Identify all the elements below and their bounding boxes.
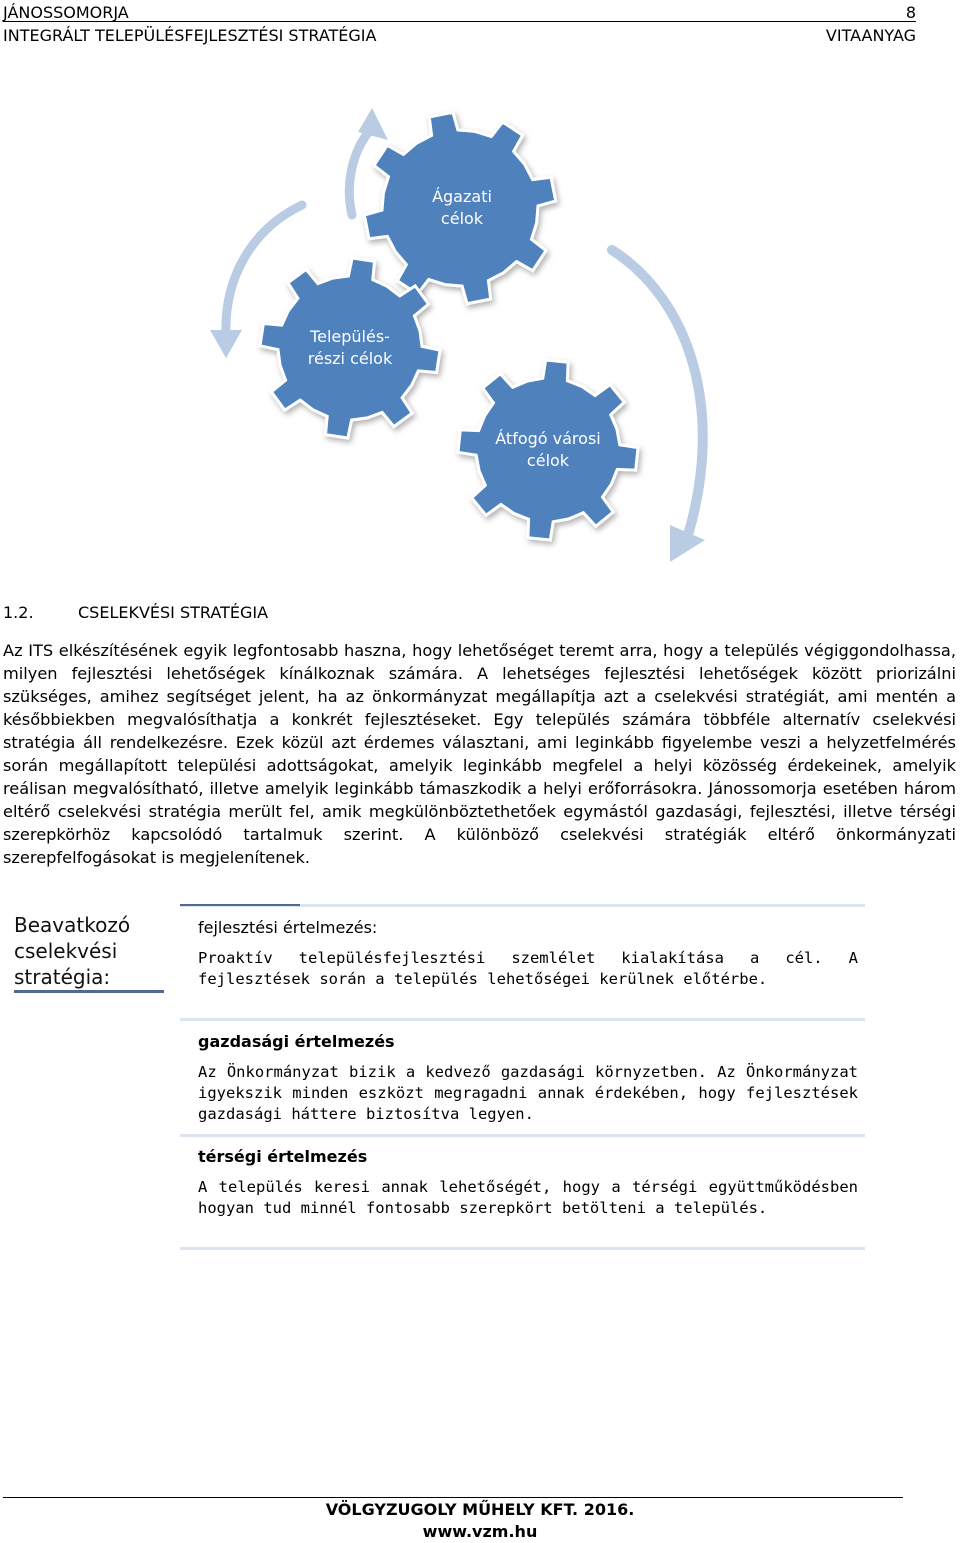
strategy-item-heading: fejlesztési értelmezés: — [198, 918, 378, 937]
footer-divider — [3, 1497, 903, 1498]
cycle-arrow-right — [612, 250, 703, 535]
gear-label-district-goals: Település- részi célok — [307, 327, 393, 368]
cycle-arrow-left-head — [210, 330, 242, 358]
strategy-item-heading: gazdasági értelmezés — [198, 1032, 395, 1051]
strategy-top-rule-accent — [180, 904, 300, 906]
body-paragraph-part-2: Egy település számára többféle alternatív cselekvési stratégia áll rendelkezésre. Ezek közül azt érdemes választani, ami leginkább figyelembe veszi a helyzetfelmérés során megállapított települési adottságokat, amelyik leginkább megfelel a helyi közösség érdekeinek, amelyik reálisan megvalósítható, illetve amelyik leginkább támaszkodik a helyi erőforrásokra. Jánossomorja esetében három eltérő cselekvési stratégia merült fel, amik megkülönböztethetőek egymástól gazdasági, fejlesztési, illetve térségi szerepkörhöz kapcsolódó tartalmuk szerint. A különböző cselekvési stratégiák eltérő önkormányzati szerepfelfogásokat is megjelenítenek. — [3, 710, 956, 867]
strategy-item-regional — [198, 1146, 858, 1219]
section-heading — [3, 603, 268, 622]
strategy-divider-1 — [180, 1018, 865, 1021]
strategy-item-economic — [198, 1031, 858, 1125]
header-municipality: JÁNOSSOMORJA — [3, 3, 129, 22]
footer-company: VÖLGYZUGOLY MŰHELY KFT. 2016. — [325, 1500, 635, 1519]
section-number: 1.2. — [3, 603, 34, 622]
strategy-item-text: Az Önkormányzat bizik a kedvező gazdasági környzetben. Az Önkormányzat igyekszik minden eszközt megragadni annak érdekében, hogy fejlesztések gazdasági háttere biztosítva legyen. — [198, 1063, 858, 1123]
page-number: 8 — [905, 3, 916, 22]
gear-diagram — [0, 0, 960, 600]
footer-url: www.vzm.hu — [422, 1522, 538, 1541]
strategy-bottom-rule — [180, 1247, 865, 1250]
gear-diagram-svg — [0, 0, 960, 600]
header-document-title: INTEGRÁLT TELEPÜLÉSFEJLESZTÉSI STRATÉGIA — [3, 26, 377, 45]
gear-label-overarching-goals: Átfogó városi célok — [495, 429, 601, 470]
header-draft-label: VITAANYAG — [825, 26, 916, 45]
gear-label-sector-goals: Ágazati célok — [432, 187, 492, 228]
strategy-divider-2 — [180, 1134, 865, 1137]
strategy-side-title: Beavatkozó cselekvési stratégia: — [14, 913, 131, 989]
section-title: CSELEKVÉSI STRATÉGIA — [78, 603, 269, 622]
strategy-item-development — [198, 917, 858, 990]
cycle-arrow-top — [349, 128, 372, 215]
body-paragraph — [3, 639, 956, 869]
strategy-item-text: Proaktív településfejlesztési szemlélet kialakítása a cél. A fejlesztések során a település lehetőségei kerülnek előtérbe. — [198, 949, 858, 988]
strategy-item-heading: térségi értelmezés — [198, 1147, 368, 1166]
strategy-item-text: A település keresi annak lehetőségét, hogy a térségi együttműködésben hogyan tud minnél fontosabb szerepkört betölteni a település. — [198, 1178, 858, 1217]
side-title-underline — [14, 990, 164, 993]
body-paragraph-part-1: Az ITS elkészítésének egyik legfontosabb haszna, hogy lehetőséget teremt arra, hogy a település végiggondolhassa, milyen fejlesztési lehetőségek kínálkoznak számára. A lehetséges fejlesztési lehetőségek között priorizálni szükséges, amihez segítséget jelent, ha az önkormányzat megállapítja azt a cselekvési stratégiát, ami mentén a későbbiekben megvalósíthatja a konkrét fejlesztéseket. — [3, 641, 956, 729]
